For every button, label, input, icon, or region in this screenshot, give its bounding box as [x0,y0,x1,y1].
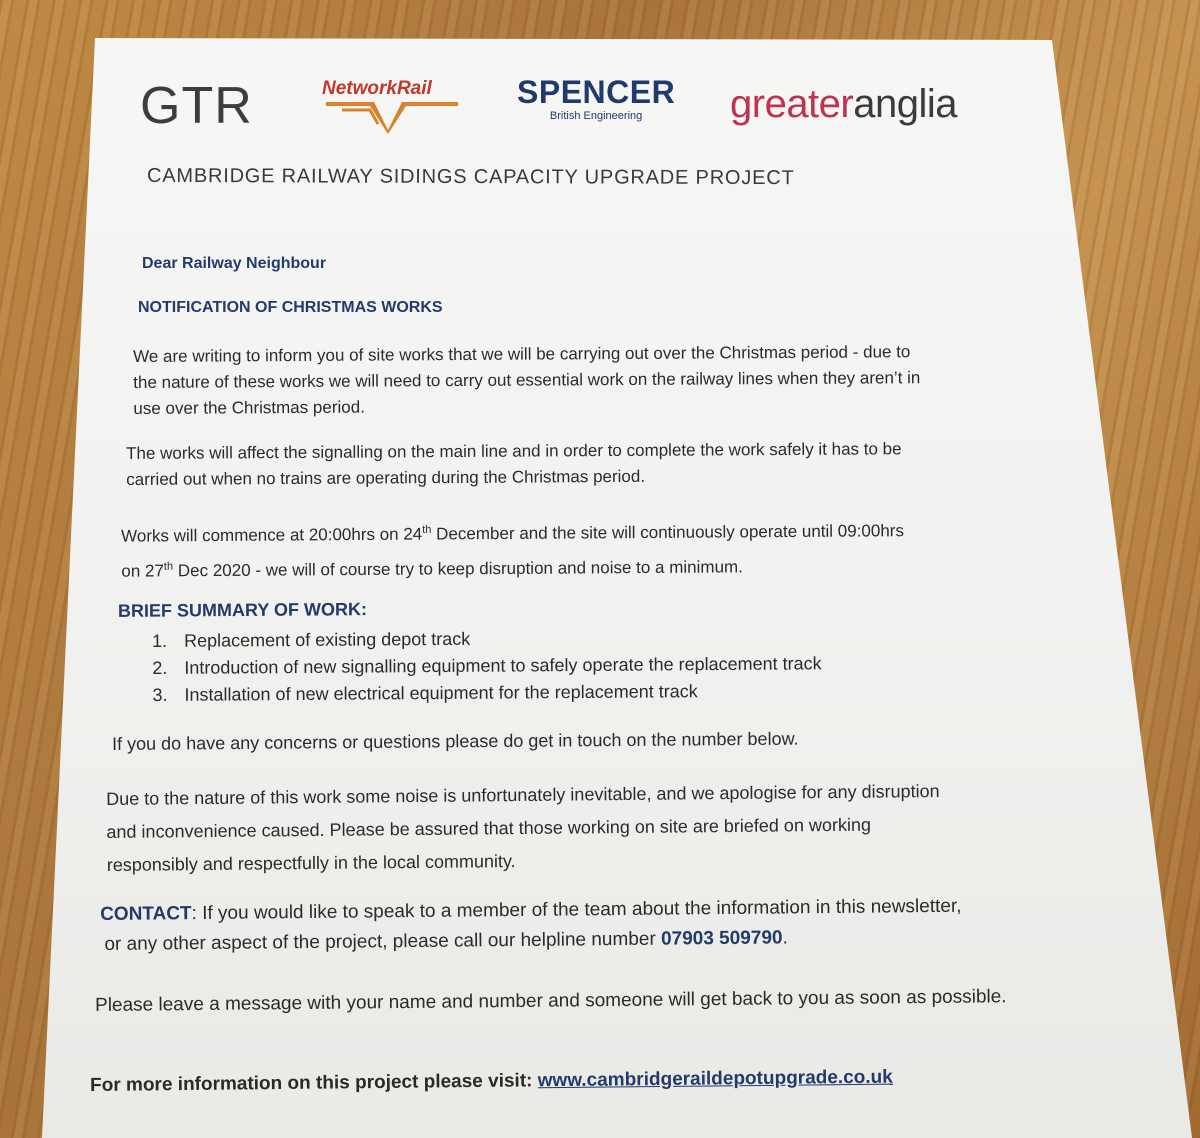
paragraph-line: We are writing to inform you of site works that we will be carrying out over the Christmas period - due to [133,342,911,366]
schedule-text: Dec 2020 - we will of course try to keep disruption and noise to a minimum. [173,556,743,580]
paragraph-line [121,546,904,586]
paragraph-line: the nature of these works we will need to carry out essential work on the railway lines when they aren’t in [133,368,921,392]
paragraph-line: Due to the nature of this work some noise is unfortunately inevitable, and we apologise for any disruption [106,780,940,809]
salutation: Dear Railway Neighbour [142,255,327,272]
list-text: Installation of new electrical equipment for the replacement track [184,681,698,705]
paragraph-intro [133,339,921,422]
paragraph-line: The works will affect the signalling on the main line and in order to complete the work safely it has to be [126,439,902,463]
paragraph-line: carried out when no trains are operating during the Christmas period. [126,466,646,489]
summary-heading: BRIEF SUMMARY OF WORK: [117,599,368,621]
ordinal-suffix: th [163,560,174,573]
greater-anglia-logo-anglia: anglia [853,82,958,126]
schedule-text: on 27 [121,561,164,581]
gtr-logo-text: GTR [140,77,253,135]
network-rail-logo-text: NetworkRail [322,78,432,99]
contact-text: or any other aspect of the project, please call our helpline number [104,928,662,955]
paragraph-concerns: If you do have any concerns or questions please do get in touch on the number below. [112,728,799,754]
schedule-text: Works will commence at 20:00hrs on 24 [121,524,423,546]
network-rail-logo [322,78,462,139]
list-number: 3. [152,684,168,705]
paragraph-line: and inconvenience caused. Please be assured that those working on site are briefed on working [106,814,872,842]
list-item [152,650,822,682]
list-number: 2. [152,657,168,678]
contact-text: : If you would like to speak to a member of the team about the information in this newsletter, [191,895,962,925]
gtr-logo [140,76,253,136]
paragraph-schedule [121,512,904,587]
footer-text: For more information on this project please visit: [90,1070,538,1096]
paragraph-line: responsibly and respectfully in the local community. [106,851,516,875]
paragraph-signalling [126,436,902,493]
schedule-text: December and the site will continuously operate until 09:00hrs [431,521,904,544]
page-title: CAMBRIDGE RAILWAY SIDINGS CAPACITY UPGRADE PROJECT [146,164,795,190]
paragraph-contact [100,892,962,960]
paragraph-line [121,512,904,552]
paragraph-noise [106,775,940,882]
list-number: 1. [152,630,168,651]
helpline-phone-number[interactable]: 07903 509790 [660,927,783,950]
contact-text: . [782,927,788,949]
greater-anglia-logo [730,82,957,127]
paragraph-line: use over the Christmas period. [133,397,365,418]
project-website-link[interactable]: www.cambridgeraildepotupgrade.co.uk [537,1066,893,1092]
spencer-logo [517,76,675,122]
spencer-logo-text: SPENCER [517,74,676,110]
ordinal-suffix: th [422,523,432,536]
summary-list [152,623,822,709]
greater-anglia-logo-greater: greater [730,82,854,126]
paragraph-leave-message: Please leave a message with your name and number and someone will get back to you as soon as possible. [95,986,1007,1016]
list-text: Introduction of new signalling equipment to safely operate the replacement track [184,653,822,678]
network-rail-arrow-icon [322,100,462,134]
list-text: Replacement of existing depot track [184,628,471,651]
notification-heading: NOTIFICATION OF CHRISTMAS WORKS [138,299,443,316]
list-item [152,677,822,709]
contact-label: CONTACT [100,903,192,925]
spencer-logo-subtitle: British Engineering [549,110,643,122]
